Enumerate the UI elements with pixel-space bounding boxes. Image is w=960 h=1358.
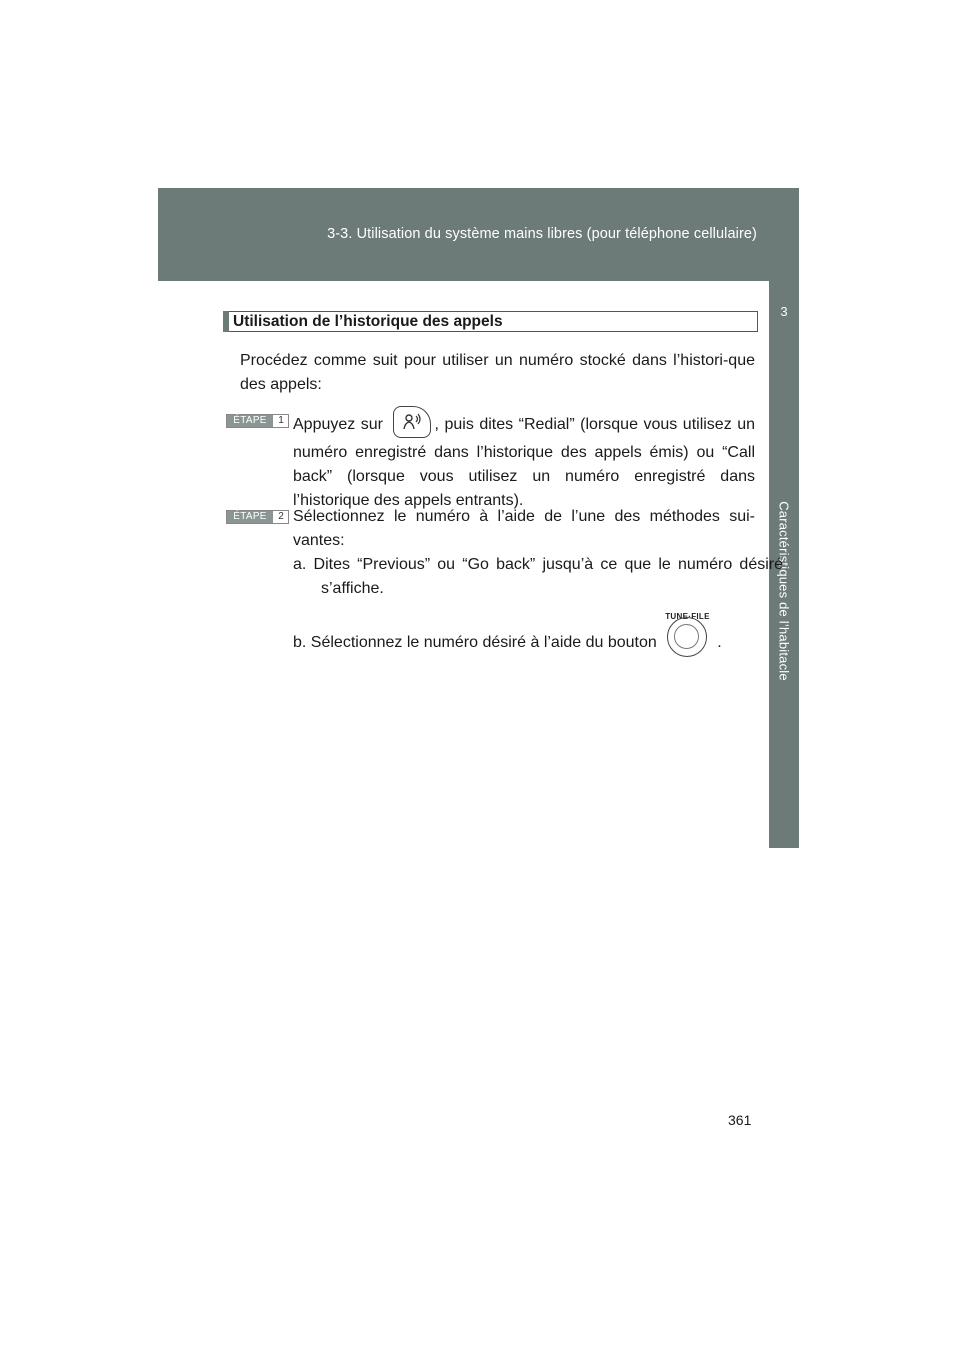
chapter-header-band	[158, 188, 799, 281]
step-2-badge-number: 2	[278, 511, 284, 522]
step-1-text	[293, 409, 755, 513]
option-b	[293, 612, 755, 657]
chapter-title: 3-3. Utilisation du système mains libres (pour téléphone cellulaire)	[327, 226, 757, 242]
tune-file-knob-icon	[663, 612, 715, 657]
step-2-badge-label: ÉTAPE	[227, 511, 273, 523]
step-1-text-after: , puis dites “Redial” (lorsque vous utilisez un numéro enregistré dans l’historique des appels émis) ou “Call back” (lorsque vous utilisez un numéro enregistré dans l’historique des appels entrants).	[293, 416, 756, 509]
section-heading-bar	[223, 311, 229, 332]
option-b-text-before: b. Sélectionnez le numéro désiré à l’aide du bouton	[293, 634, 657, 652]
option-a: a. Dites “Previous” ou “Go back” jusqu’à ce que le numéro désiré s’affiche.	[293, 556, 783, 597]
page-number: 361	[728, 1112, 752, 1128]
option-b-text-after: .	[717, 634, 722, 652]
step-2-text: Sélectionnez le numéro à l’aide de l’une des méthodes sui-vantes:	[293, 508, 755, 549]
section-title: Utilisation de l’historique des appels	[233, 313, 503, 330]
talk-switch-icon	[393, 406, 431, 438]
knob-circle	[667, 617, 707, 657]
knob-label: TUNE·FILE	[665, 612, 710, 621]
step-1-text-before: Appuyez sur	[293, 416, 384, 434]
step-1-badge	[226, 414, 289, 428]
chapter-label: Caractéristiques de l’habitacle	[776, 501, 792, 681]
step-1-badge-label: ÉTAPE	[227, 415, 273, 427]
step-2-badge	[226, 510, 289, 524]
step-1-badge-number: 1	[278, 415, 284, 426]
chapter-number: 3	[780, 304, 788, 319]
intro-paragraph: Procédez comme suit pour utiliser un numéro stocké dans l’histori-que des appels:	[240, 352, 755, 393]
